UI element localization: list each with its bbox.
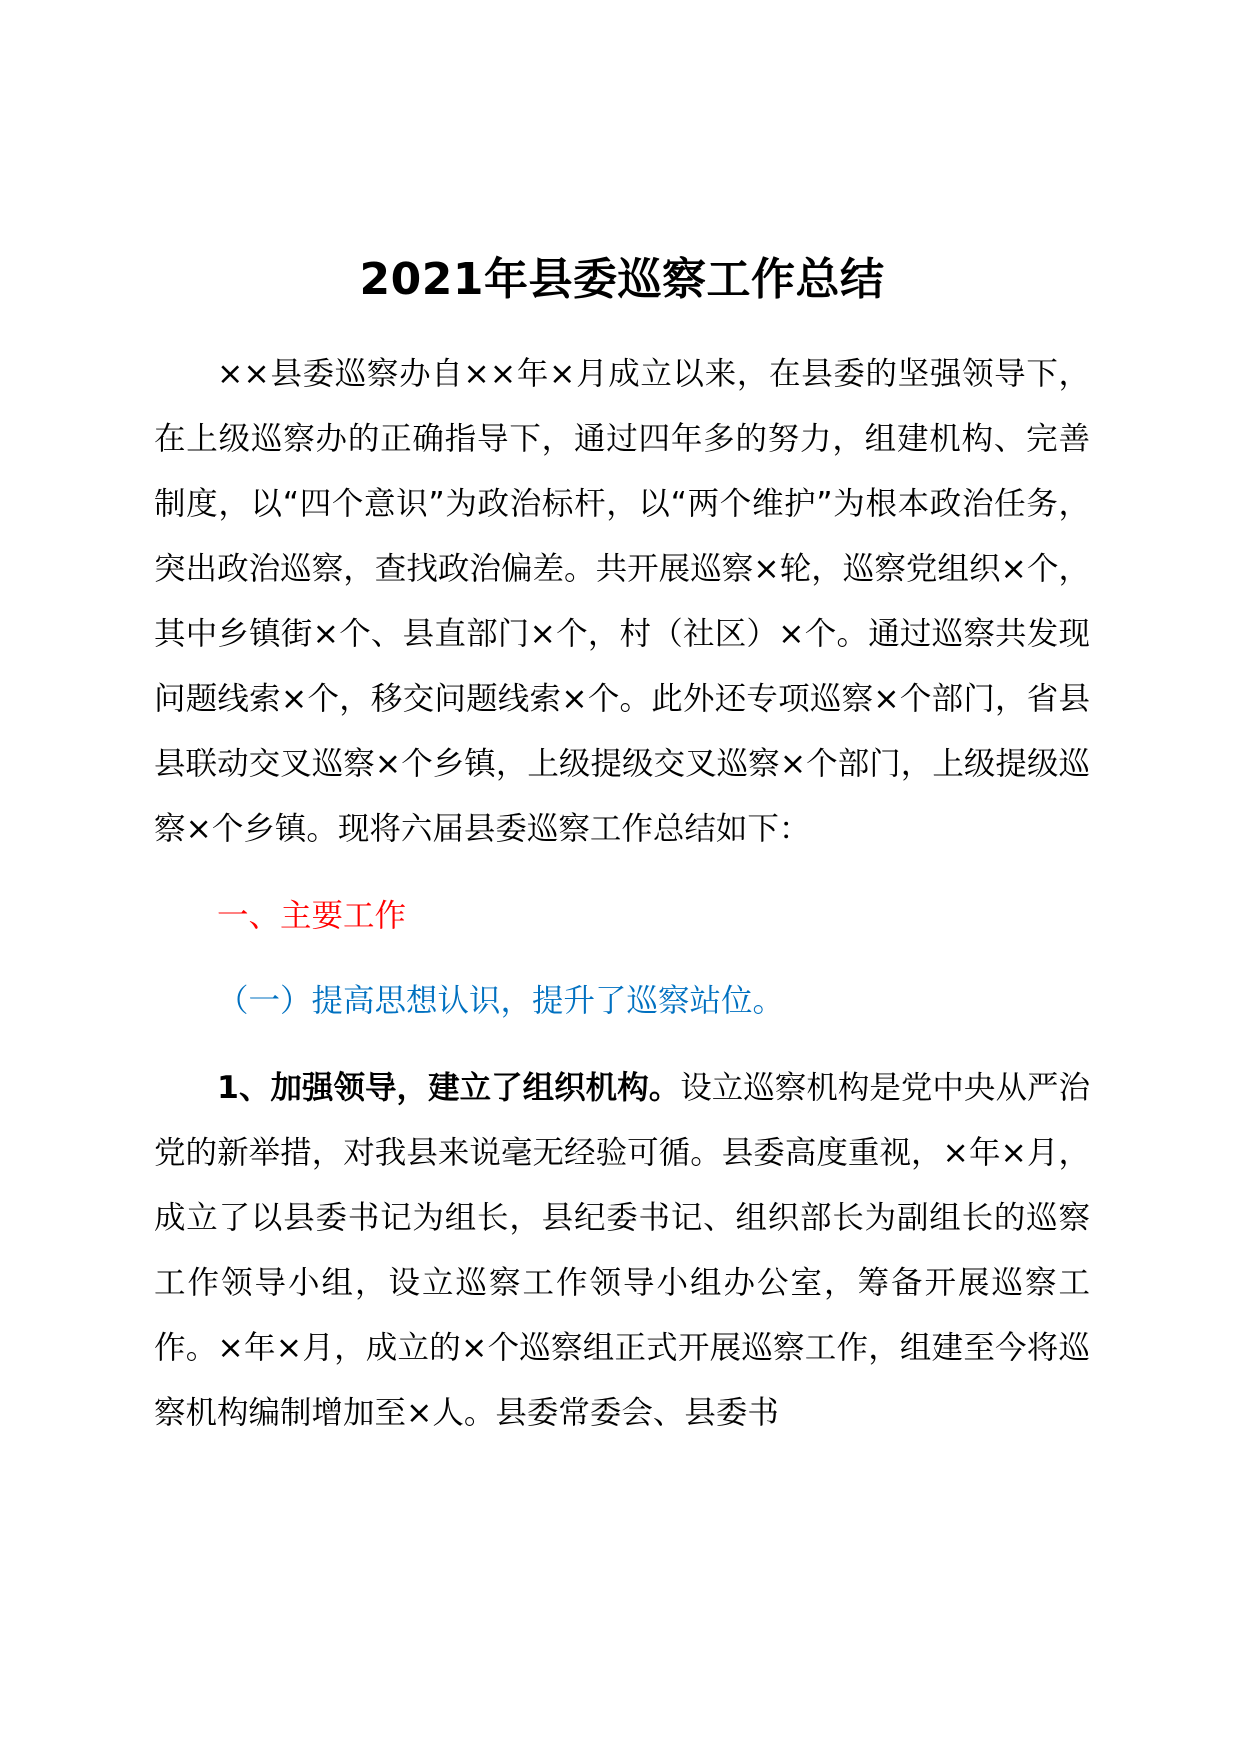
intro-paragraph: ××县委巡察办自××年×月成立以来，在县委的坚强领导下，在上级巡察办的正确指导下，通过四年多的努力，组建机构、完善制度，以“四个意识”为政治标杆，以“两个维护”为根本政治任务，突出政治巡察，查找政治偏差。共开展巡察×轮，巡察党组织×个，其中乡镇街×个、县直部门×个，村（社区）×个。通过巡察共发现问题线索×个，移交问题线索×个。此外还专项巡察×个部门，省县县联动交叉巡察×个乡镇，上级提级交叉巡察×个部门，上级提级巡察×个乡镇。现将六届县委巡察工作总结如下：	[154, 356, 1090, 847]
document-title: 2021年县委巡察工作总结	[359, 254, 885, 305]
item-paragraph-leadership	[154, 1056, 1090, 1446]
item-body-text: 设立巡察机构是党中央从严治党的新举措，对我县来说毫无经验可循。县委高度重视，×年×月，成立了以县委书记为组长，县纪委书记、组织部长为副组长的巡察工作领导小组，设立巡察工作领导小组办公室，筹备开展巡察工作。×年×月，成立的×个巡察组正式开展巡察工作，组建至今将巡察机构编制增加至×人。县委常委会、县委书	[154, 1070, 1090, 1431]
section-heading-main-work: 一、主要工作	[217, 898, 407, 934]
subsection-heading-awareness: （一）提高思想认识，提升了巡察站位。	[217, 983, 785, 1019]
item-lead-text: 1、加强领导，建立了组织机构。	[217, 1070, 681, 1106]
document-page	[154, 252, 1090, 1446]
